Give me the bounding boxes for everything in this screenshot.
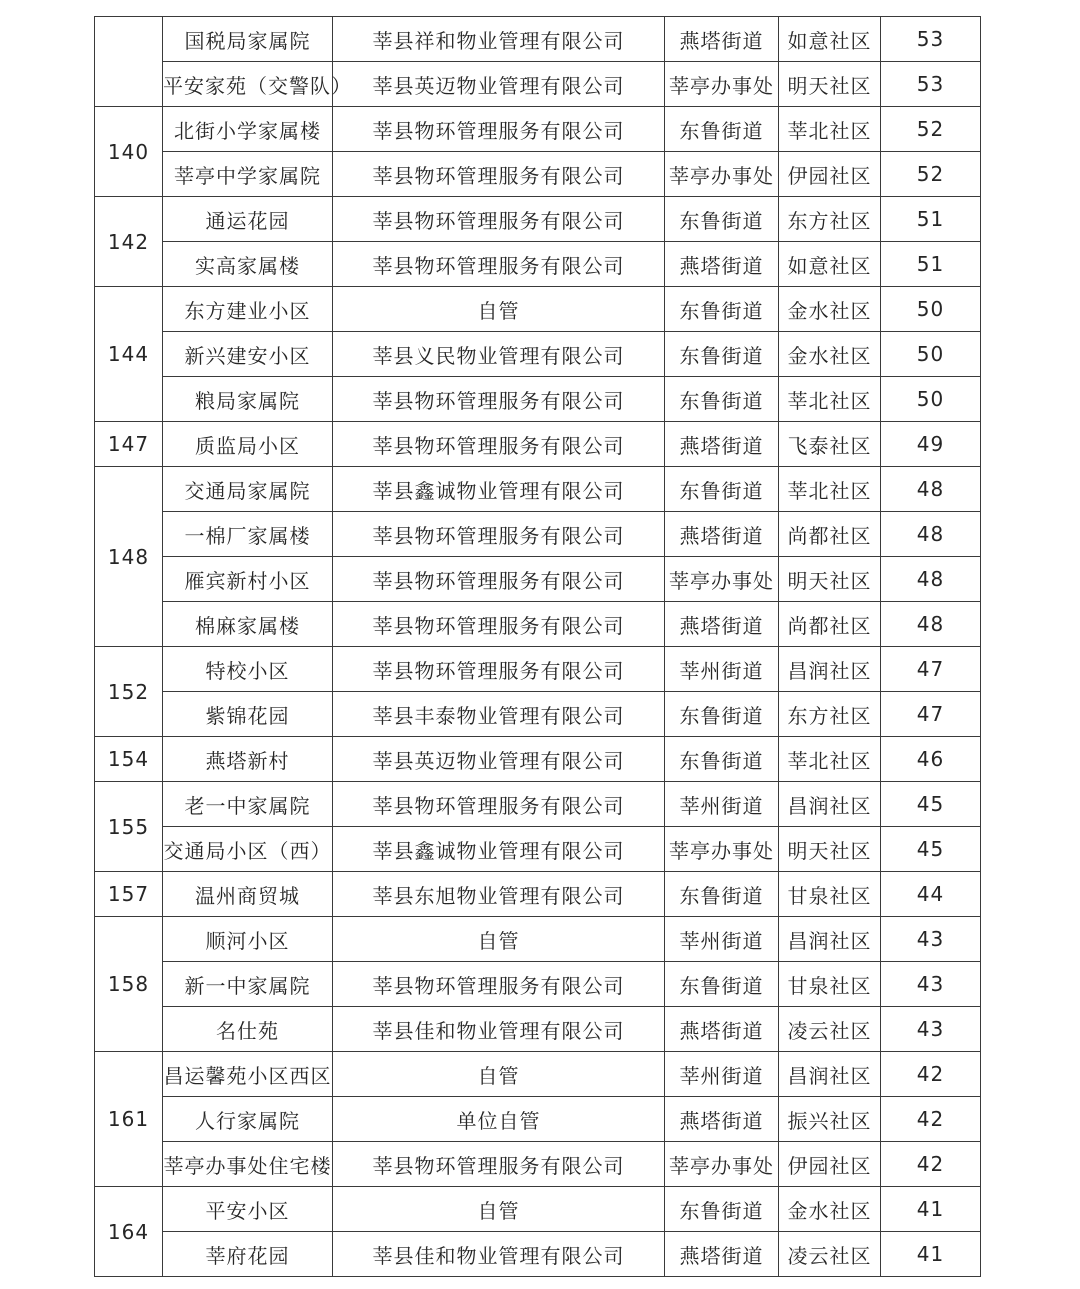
street-cell: 燕塔街道 (665, 1232, 779, 1277)
community-cell: 如意社区 (779, 242, 881, 287)
community-cell: 金水社区 (779, 332, 881, 377)
street-cell: 东鲁街道 (665, 107, 779, 152)
community-name-cell: 通运花园 (163, 197, 333, 242)
community-name-cell: 质监局小区 (163, 422, 333, 467)
community-cell: 伊园社区 (779, 152, 881, 197)
management-company-cell: 莘县物环管理服务有限公司 (333, 557, 665, 602)
table-row (95, 242, 981, 287)
street-cell: 莘亭办事处 (665, 827, 779, 872)
score-cell: 42 (881, 1142, 981, 1187)
community-name-cell: 交通局家属院 (163, 467, 333, 512)
score-cell: 50 (881, 332, 981, 377)
table-row (95, 1142, 981, 1187)
community-name-cell: 莘府花园 (163, 1232, 333, 1277)
table-row (95, 692, 981, 737)
community-cell: 昌润社区 (779, 917, 881, 962)
rank-cell: 144 (95, 287, 163, 422)
community-ranking-table (94, 16, 981, 1277)
community-name-cell: 名仕苑 (163, 1007, 333, 1052)
rank-cell: 161 (95, 1052, 163, 1187)
management-company-cell: 莘县物环管理服务有限公司 (333, 422, 665, 467)
score-cell: 48 (881, 512, 981, 557)
management-company-cell: 莘县英迈物业管理有限公司 (333, 737, 665, 782)
community-name-cell: 一棉厂家属楼 (163, 512, 333, 557)
table-row (95, 422, 981, 467)
table-row (95, 512, 981, 557)
score-cell: 47 (881, 692, 981, 737)
community-name-cell: 昌运馨苑小区西区 (163, 1052, 333, 1097)
management-company-cell: 莘县义民物业管理有限公司 (333, 332, 665, 377)
street-cell: 莘亭办事处 (665, 152, 779, 197)
rank-cell: 155 (95, 782, 163, 872)
management-company-cell: 自管 (333, 1052, 665, 1097)
community-cell: 昌润社区 (779, 647, 881, 692)
community-name-cell: 东方建业小区 (163, 287, 333, 332)
street-cell: 燕塔街道 (665, 512, 779, 557)
score-cell: 44 (881, 872, 981, 917)
score-cell: 42 (881, 1052, 981, 1097)
management-company-cell: 莘县丰泰物业管理有限公司 (333, 692, 665, 737)
street-cell: 莘亭办事处 (665, 557, 779, 602)
community-cell: 飞泰社区 (779, 422, 881, 467)
score-cell: 43 (881, 962, 981, 1007)
table-row (95, 377, 981, 422)
score-cell: 45 (881, 782, 981, 827)
community-cell: 凌云社区 (779, 1232, 881, 1277)
community-cell: 昌润社区 (779, 1052, 881, 1097)
community-cell: 甘泉社区 (779, 962, 881, 1007)
score-cell: 53 (881, 17, 981, 62)
community-cell: 甘泉社区 (779, 872, 881, 917)
table-row (95, 737, 981, 782)
ranking-table-wrapper (94, 16, 980, 1277)
community-name-cell: 棉麻家属楼 (163, 602, 333, 647)
table-row (95, 917, 981, 962)
management-company-cell: 莘县物环管理服务有限公司 (333, 1142, 665, 1187)
management-company-cell: 莘县物环管理服务有限公司 (333, 512, 665, 557)
table-row (95, 152, 981, 197)
street-cell: 燕塔街道 (665, 242, 779, 287)
community-cell: 尚都社区 (779, 512, 881, 557)
score-cell: 49 (881, 422, 981, 467)
community-name-cell: 紫锦花园 (163, 692, 333, 737)
table-row (95, 647, 981, 692)
community-cell: 振兴社区 (779, 1097, 881, 1142)
management-company-cell: 莘县佳和物业管理有限公司 (333, 1232, 665, 1277)
table-row (95, 1232, 981, 1277)
community-name-cell: 老一中家属院 (163, 782, 333, 827)
table-row (95, 782, 981, 827)
street-cell: 东鲁街道 (665, 467, 779, 512)
table-row (95, 1187, 981, 1232)
rank-cell: 142 (95, 197, 163, 287)
street-cell: 东鲁街道 (665, 197, 779, 242)
community-cell: 金水社区 (779, 287, 881, 332)
rank-cell: 147 (95, 422, 163, 467)
management-company-cell: 自管 (333, 917, 665, 962)
management-company-cell: 莘县物环管理服务有限公司 (333, 647, 665, 692)
rank-cell: 157 (95, 872, 163, 917)
community-name-cell: 新一中家属院 (163, 962, 333, 1007)
community-cell: 金水社区 (779, 1187, 881, 1232)
street-cell: 东鲁街道 (665, 962, 779, 1007)
community-cell: 莘北社区 (779, 737, 881, 782)
community-cell: 东方社区 (779, 197, 881, 242)
management-company-cell: 莘县物环管理服务有限公司 (333, 197, 665, 242)
management-company-cell: 莘县物环管理服务有限公司 (333, 962, 665, 1007)
table-row (95, 467, 981, 512)
table-row (95, 1007, 981, 1052)
street-cell: 莘州街道 (665, 1052, 779, 1097)
community-cell: 明天社区 (779, 827, 881, 872)
score-cell: 43 (881, 1007, 981, 1052)
community-cell: 明天社区 (779, 557, 881, 602)
table-row (95, 107, 981, 152)
score-cell: 48 (881, 467, 981, 512)
street-cell: 燕塔街道 (665, 17, 779, 62)
community-name-cell: 人行家属院 (163, 1097, 333, 1142)
community-cell: 莘北社区 (779, 107, 881, 152)
score-cell: 43 (881, 917, 981, 962)
management-company-cell: 莘县物环管理服务有限公司 (333, 152, 665, 197)
street-cell: 燕塔街道 (665, 422, 779, 467)
community-name-cell: 燕塔新村 (163, 737, 333, 782)
management-company-cell: 莘县祥和物业管理有限公司 (333, 17, 665, 62)
community-cell: 尚都社区 (779, 602, 881, 647)
table-row (95, 62, 981, 107)
management-company-cell: 莘县英迈物业管理有限公司 (333, 62, 665, 107)
management-company-cell: 莘县物环管理服务有限公司 (333, 107, 665, 152)
community-name-cell: 平安家苑（交警队） (163, 62, 333, 107)
score-cell: 52 (881, 107, 981, 152)
community-name-cell: 顺河小区 (163, 917, 333, 962)
community-name-cell: 特校小区 (163, 647, 333, 692)
management-company-cell: 莘县东旭物业管理有限公司 (333, 872, 665, 917)
table-row (95, 827, 981, 872)
community-cell: 凌云社区 (779, 1007, 881, 1052)
street-cell: 东鲁街道 (665, 692, 779, 737)
score-cell: 48 (881, 602, 981, 647)
community-cell: 莘北社区 (779, 377, 881, 422)
street-cell: 东鲁街道 (665, 332, 779, 377)
street-cell: 东鲁街道 (665, 1187, 779, 1232)
score-cell: 52 (881, 152, 981, 197)
table-row (95, 962, 981, 1007)
street-cell: 东鲁街道 (665, 377, 779, 422)
street-cell: 东鲁街道 (665, 872, 779, 917)
rank-cell: 140 (95, 107, 163, 197)
management-company-cell: 自管 (333, 287, 665, 332)
table-row (95, 557, 981, 602)
community-name-cell: 温州商贸城 (163, 872, 333, 917)
rank-cell: 158 (95, 917, 163, 1052)
rank-cell: 148 (95, 467, 163, 647)
score-cell: 41 (881, 1187, 981, 1232)
community-name-cell: 粮局家属院 (163, 377, 333, 422)
street-cell: 莘州街道 (665, 917, 779, 962)
management-company-cell: 莘县物环管理服务有限公司 (333, 602, 665, 647)
community-cell: 如意社区 (779, 17, 881, 62)
community-name-cell: 新兴建安小区 (163, 332, 333, 377)
community-cell: 莘北社区 (779, 467, 881, 512)
community-cell: 东方社区 (779, 692, 881, 737)
table-row (95, 17, 981, 62)
street-cell: 燕塔街道 (665, 1097, 779, 1142)
score-cell: 51 (881, 242, 981, 287)
rank-cell: 154 (95, 737, 163, 782)
table-row (95, 1097, 981, 1142)
management-company-cell: 莘县鑫诚物业管理有限公司 (333, 467, 665, 512)
score-cell: 46 (881, 737, 981, 782)
community-name-cell: 雁宾新村小区 (163, 557, 333, 602)
score-cell: 41 (881, 1232, 981, 1277)
management-company-cell: 莘县物环管理服务有限公司 (333, 377, 665, 422)
street-cell: 莘亭办事处 (665, 62, 779, 107)
community-cell: 明天社区 (779, 62, 881, 107)
score-cell: 45 (881, 827, 981, 872)
rank-cell: 164 (95, 1187, 163, 1277)
management-company-cell: 单位自管 (333, 1097, 665, 1142)
street-cell: 燕塔街道 (665, 602, 779, 647)
community-name-cell: 莘亭办事处住宅楼 (163, 1142, 333, 1187)
table-row (95, 602, 981, 647)
street-cell: 燕塔街道 (665, 1007, 779, 1052)
management-company-cell: 莘县佳和物业管理有限公司 (333, 1007, 665, 1052)
rank-cell: 152 (95, 647, 163, 737)
community-name-cell: 平安小区 (163, 1187, 333, 1232)
street-cell: 东鲁街道 (665, 287, 779, 332)
score-cell: 53 (881, 62, 981, 107)
community-name-cell: 国税局家属院 (163, 17, 333, 62)
street-cell: 东鲁街道 (665, 737, 779, 782)
community-cell: 昌润社区 (779, 782, 881, 827)
table-row (95, 287, 981, 332)
score-cell: 51 (881, 197, 981, 242)
management-company-cell: 莘县鑫诚物业管理有限公司 (333, 827, 665, 872)
community-name-cell: 莘亭中学家属院 (163, 152, 333, 197)
community-name-cell: 交通局小区（西） (163, 827, 333, 872)
score-cell: 50 (881, 377, 981, 422)
score-cell: 47 (881, 647, 981, 692)
street-cell: 莘州街道 (665, 782, 779, 827)
management-company-cell: 莘县物环管理服务有限公司 (333, 242, 665, 287)
score-cell: 42 (881, 1097, 981, 1142)
score-cell: 48 (881, 557, 981, 602)
management-company-cell: 自管 (333, 1187, 665, 1232)
score-cell: 50 (881, 287, 981, 332)
table-row (95, 197, 981, 242)
table-row (95, 872, 981, 917)
rank-cell (95, 17, 163, 107)
table-row (95, 332, 981, 377)
street-cell: 莘亭办事处 (665, 1142, 779, 1187)
street-cell: 莘州街道 (665, 647, 779, 692)
community-name-cell: 北街小学家属楼 (163, 107, 333, 152)
community-cell: 伊园社区 (779, 1142, 881, 1187)
table-body (95, 17, 981, 1277)
management-company-cell: 莘县物环管理服务有限公司 (333, 782, 665, 827)
table-row (95, 1052, 981, 1097)
community-name-cell: 实高家属楼 (163, 242, 333, 287)
